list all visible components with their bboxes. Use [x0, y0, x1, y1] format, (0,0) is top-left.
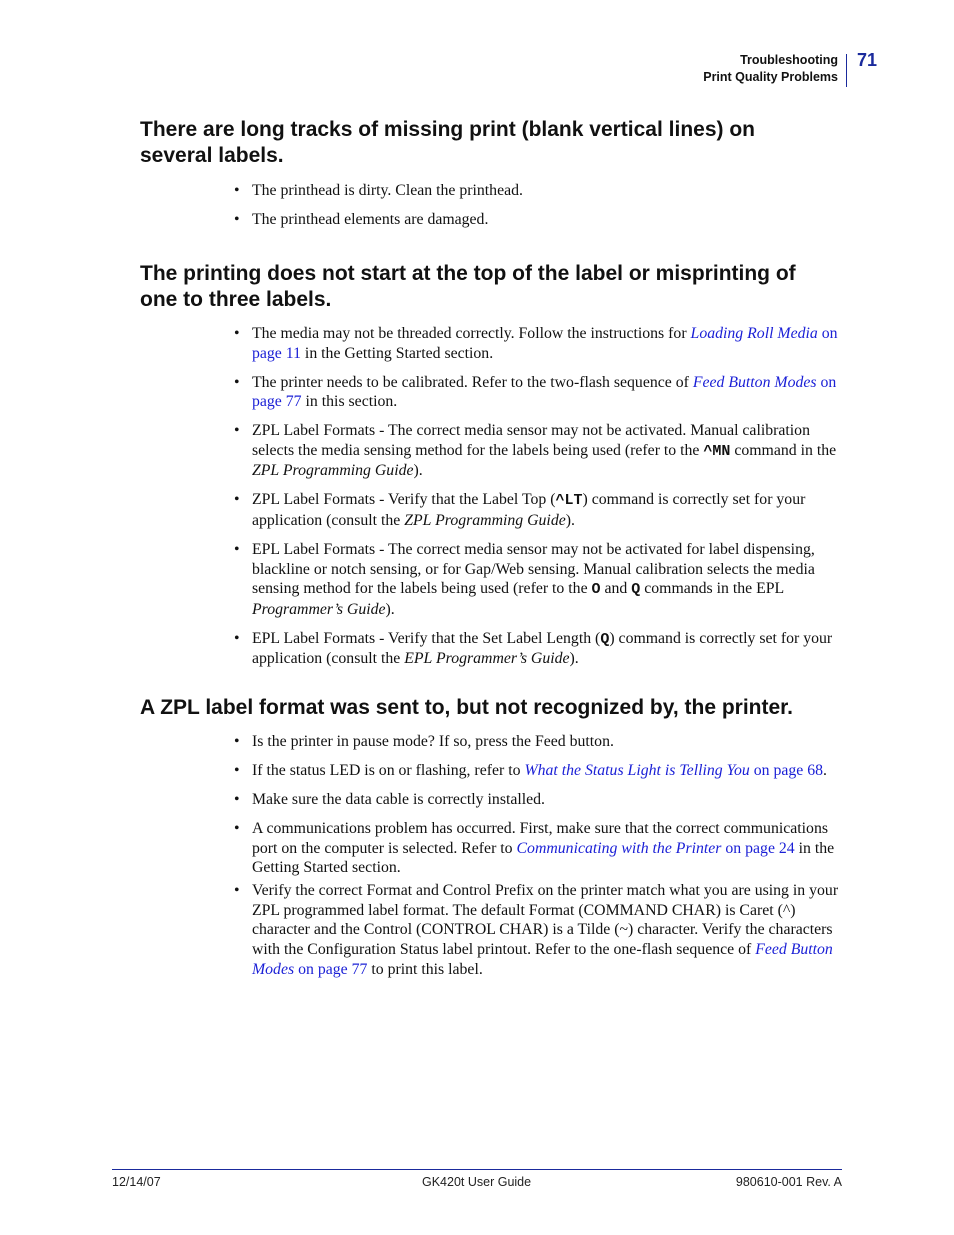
bullet-icon: •: [234, 373, 240, 391]
link-page-24[interactable]: on page 24: [721, 839, 795, 857]
link-feed-button-modes[interactable]: Feed Button Modes: [692, 373, 817, 391]
list-item: [234, 421, 840, 481]
heading-line: several labels.: [140, 144, 284, 167]
item-text: ZPL Label Formats - The correct media sensor may not be activated. Manual calibration selects the media sensing method for the labels being used (refer to the: [252, 422, 810, 459]
footer-date: 12/14/07: [112, 1175, 161, 1189]
list-item: [234, 181, 840, 201]
section-heading-missing-print: [140, 117, 840, 169]
guide-title: ZPL Programming Guide: [404, 511, 566, 529]
list-item: [234, 629, 840, 669]
guide-title: EPL Programmer’s Guide: [404, 650, 570, 668]
item-text: ZPL Label Formats - Verify that the Label Top (: [252, 491, 556, 509]
bullet-icon: •: [234, 210, 240, 228]
item-text: The printhead elements are damaged.: [252, 210, 489, 228]
item-text: Verify the correct Format and Control Prefix on the printer match what you are using in your ZPL programmed label format. The default Format (COMMAND CHAR) is Caret (^) character and the Control (CONTROL CHAR) is a Tilde (~) character. Verify the characters with the Configuration Status label printout. Refer to the one-flash sequence of: [252, 882, 839, 958]
list-item: [234, 373, 840, 412]
command-code: Q: [600, 630, 610, 648]
list-item: [234, 761, 840, 781]
heading-line: The printing does not start at the top of the label or misprinting of: [140, 262, 796, 285]
item-text: ).: [413, 462, 423, 480]
bullet-icon: •: [234, 761, 240, 779]
item-text: ).: [565, 511, 575, 529]
bullet-icon: •: [234, 325, 240, 342]
link-feed-button-modes[interactable]: Feed Button Modes: [252, 940, 833, 978]
item-text: and: [600, 580, 632, 598]
link-communicating-with-printer[interactable]: Communicating with the Printer: [516, 839, 722, 857]
list-item: [234, 881, 840, 979]
item-text: The printer needs to be calibrated. Refer to the two-flash sequence of: [252, 373, 693, 391]
list-item: [234, 819, 840, 878]
bullet-icon: •: [234, 882, 240, 900]
item-text: If the status LED is on or flashing, refer to: [252, 761, 525, 779]
section-heading-zpl-not-recognized: [140, 695, 840, 721]
item-text: .: [823, 761, 827, 779]
bullet-icon: •: [234, 629, 240, 647]
bullet-list-misprinting: [234, 324, 840, 669]
bullet-icon: •: [234, 540, 240, 558]
item-text: ).: [569, 650, 579, 668]
item-text: ) command is correctly set for your application (consult the: [252, 491, 806, 529]
item-text: ) command is correctly set for your application (consult the: [252, 629, 833, 668]
bullet-icon: •: [234, 491, 240, 509]
footer-docnum: 980610-001 Rev. A: [735, 1175, 842, 1189]
link-page-77[interactable]: on page 77: [252, 373, 837, 411]
guide-title: Programmer’s Guide: [252, 600, 386, 618]
list-item: [234, 540, 840, 619]
item-text: in this section.: [301, 393, 398, 411]
command-code: ^MN: [703, 442, 731, 460]
bullet-list-zpl-not-recognized: [234, 732, 840, 979]
item-text: The printhead is dirty. Clean the printhead.: [252, 182, 523, 199]
link-loading-roll-media[interactable]: Loading Roll Media: [690, 325, 818, 342]
header-section: Troubleshooting: [740, 53, 838, 67]
list-item: [234, 790, 840, 810]
header-divider: [846, 54, 847, 87]
guide-title: ZPL Programming Guide: [252, 462, 414, 480]
item-text: A communications problem has occurred. First, make sure that the correct communications port on the computer is selected. Refer to: [252, 819, 828, 857]
item-text: EPL Label Formats - Verify that the Set Label Length (: [252, 629, 601, 647]
heading-line: one to three labels.: [140, 288, 332, 311]
item-text: to print this label.: [367, 960, 483, 978]
link-page-11[interactable]: on page 11: [252, 325, 838, 362]
footer-divider: [112, 1169, 842, 1170]
bullet-icon: •: [234, 422, 240, 440]
section-heading-misprinting: [140, 261, 840, 313]
item-text: Is the printer in pause mode? If so, press the Feed button.: [252, 733, 614, 750]
bullet-icon: •: [234, 182, 240, 199]
list-item: [234, 732, 840, 752]
item-text: commands in the EPL: [640, 580, 784, 598]
running-header: [703, 52, 838, 86]
heading-line: There are long tracks of missing print (blank vertical lines) on: [140, 118, 755, 141]
item-text: EPL Label Formats - The correct media sensor may not be activated for label dispensing, blackline or notch sensing, or for Gap/Web sensing. Manual calibration selects the media sensing method for the labels being used (refer to the: [252, 540, 815, 598]
command-code: O: [591, 581, 601, 599]
heading-line: A ZPL label format was sent to, but not recognized by, the printer.: [140, 696, 794, 719]
bullet-icon: •: [234, 790, 240, 808]
list-item: [234, 490, 840, 530]
list-item: [234, 324, 840, 363]
item-text: ).: [385, 600, 395, 618]
link-page-77[interactable]: on page 77: [294, 960, 368, 978]
header-subsection: Print Quality Problems: [703, 70, 838, 84]
link-page-68[interactable]: on page 68: [749, 761, 824, 779]
footer-title: GK420t User Guide: [422, 1175, 532, 1189]
item-text: Make sure the data cable is correctly installed.: [252, 790, 545, 808]
bullet-icon: •: [234, 733, 240, 750]
item-text: in the Getting Started section.: [300, 344, 494, 362]
item-text: in the Getting Started section.: [252, 839, 835, 877]
command-code: ^LT: [555, 492, 583, 510]
item-text: The media may not be threaded correctly. Follow the instructions for: [252, 325, 691, 342]
link-status-light[interactable]: What the Status Light is Telling You: [524, 761, 750, 779]
bullet-list-missing-print: [234, 181, 840, 230]
command-code: Q: [631, 581, 641, 599]
list-item: [234, 210, 840, 230]
page-number: 71: [857, 50, 878, 70]
item-text: command in the: [730, 441, 837, 459]
bullet-icon: •: [234, 819, 240, 837]
